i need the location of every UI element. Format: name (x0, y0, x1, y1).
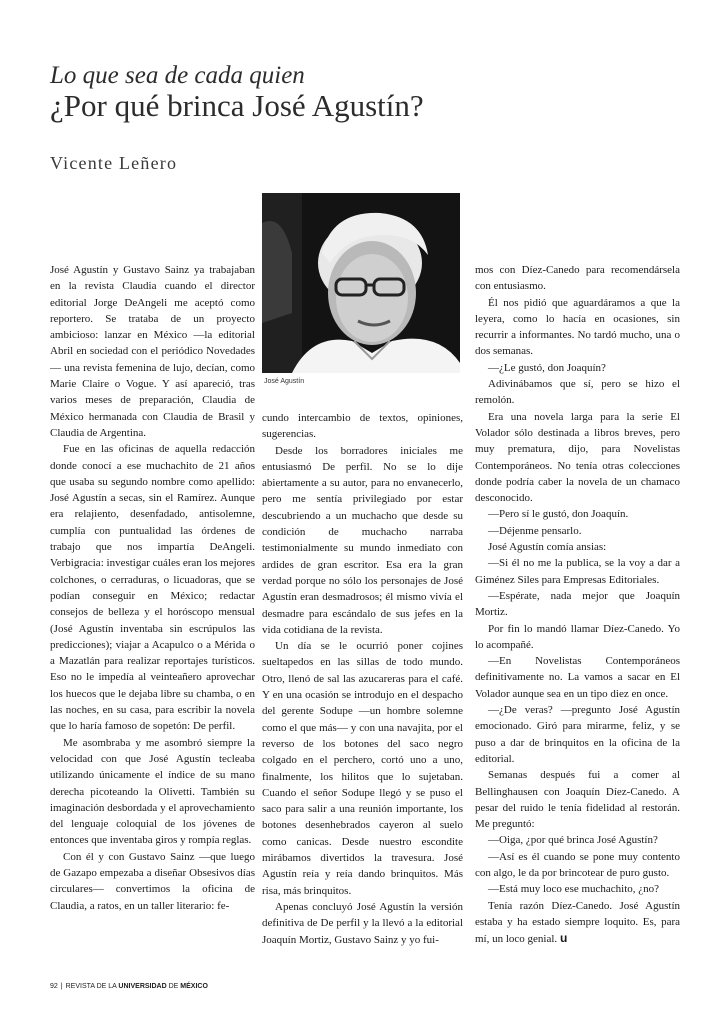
paragraph: Semanas después fui a comer al Bellinghausen con Joaquín Díez-Canedo. A pesar del ruido le tenía fidelidad al restorán. Me preguntó: (475, 769, 680, 831)
paragraph: Desde los borradores iniciales me entusiasmó De perfil. No se lo dije abiertamente a su autor, para no envanecerlo, pero me sentía privilegiado por estar descubriendo a un muchacho que desde su condición de muchacho narraba testimonialmente su mundo inmediato con ardides de gran escritor. Esa era la gran verdad porque no sólo los personajes de José Agustín eran desmadrosos; él mismo vivía el desmadre para escándalo de sus jefes en la vida cotidiana de la revista. (262, 444, 463, 636)
paragraph: —Espérate, nada mejor que Joaquín Mortiz. (475, 589, 680, 619)
end-mark-icon: u (559, 931, 568, 946)
footer-publication-de: DE (168, 983, 179, 990)
text-column-3 (475, 262, 680, 947)
paragraph: Él nos pidió que aguardáramos a que la leyera, como lo hacía en ocasiones, sin recurrir a informantes. No tardó mucho, una o dos semanas. (475, 296, 680, 358)
author-photo (262, 193, 460, 373)
paragraph: Fue en las oficinas de aquella redacción donde conocí a ese muchachito de 21 años que usaba su segundo nombre como apellido: José Agustín a secas, sin el Ramírez. Aunque era relajiento, desenfadado, antisolemne, cumplía con puntualidad las órdenes de trabajo que nos impartía DeAngeli. Verbigracia: investigar cuáles eran los mejores colchones, o cerraduras, o licuadoras, que se podían conseguir en México; redactar consejos de belleza y el horóscopo mensual (José Agustín inventaba sin escrúpulos las predicciones); viajar a Acapulco o a Mérida o a Mazatlán para realizar reportajes turísticos. Eso no le impedía al veinteañero aprovechar los huecos que le dejaba libre su chamba, o en las noches, en su casa, para escribir la novela que lo haría famoso de sopetón: De perfil. (50, 443, 255, 733)
portrait-image (262, 193, 460, 373)
paragraph: Apenas concluyó José Agustín la versión definitiva de De perfil y la llevó a la editorial Joaquín Mortiz, Gustavo Sainz y yo fui- (262, 900, 463, 946)
paragraph: Era una novela larga para la serie El Volador sólo destinada a libros breves, pero muy prematura, dijo, para Novelistas Contemporáneos. No tenía otras colecciones donde podría caber la novela de un chamaco desconocido. (475, 410, 680, 505)
paragraph: —Así es él cuando se pone muy contento con algo, le da por brincotear de puro gusto. (475, 850, 680, 879)
footer-publication-mexico: MÉXICO (180, 983, 208, 990)
page-number: 92 (50, 983, 58, 990)
paragraph: —¿Le gustó, don Joaquín? (488, 361, 606, 374)
paragraph: Con él y con Gustavo Sainz —que luego de Gazapo empezaba a diseñar Obsesivos días circulares— convertimos la oficina de Claudia, a ratos, en un taller literario: fe- (50, 850, 255, 912)
paragraph: —Si él no me la publica, se la voy a dar a Giménez Siles para Empresas Editoriales. (475, 557, 680, 586)
paragraph: Un día se le ocurrió poner cojines sueltapedos en las sillas de todo mundo. Otro, llenó de sal las azucareras para el café. Y en una ocasión se introdujo en el despacho del gerente Sodupe —un hombre solemne como el que más— y con una navajita, por el reverso de los botones del saco negro colgado en el perchero, cortó uno a uno, finalmente, los hilitos que lo sujetaban. Cuando el señor Sodupe llegó y se puso el saco para salir a una reunión importante, los botones desenhebrados cayeron al suelo como canicas. Desde nuestro escondite mirábamos divertidos la travesura. José Agustín reía y reía dando brinquitos. Más risa, más brinquitos. (262, 640, 463, 897)
text-column-1 (50, 262, 255, 914)
closing-text: Tenía razón Díez-Canedo. José Agustín estaba y ha estado siempre loquito. Es, para mí, un loco genial. (475, 899, 680, 946)
footer-publication-universidad: UNIVERSIDAD (118, 983, 167, 990)
paragraph: —Déjenme pensarlo. (488, 524, 582, 537)
paragraph: —Oiga, ¿por qué brinca José Agustín? (488, 834, 658, 847)
paragraph: José Agustín comía ansias: (488, 541, 607, 554)
footer-publication-prefix: REVISTA DE LA (65, 983, 117, 990)
section-kicker: Lo que sea de cada quien (50, 62, 305, 89)
paragraph: mos con Díez-Canedo para recomendársela con entusiasmo. (475, 264, 680, 293)
paragraph: cundo intercambio de textos, opiniones, sugerencias. (262, 412, 463, 441)
article-title: ¿Por qué brinca José Agustín? (50, 88, 424, 123)
paragraph: —¿De veras? —pregunto José Agustín emocionado. Giró para mirarme, feliz, y se puso a dar de brinquitos en la oficina de la editorial. (475, 704, 680, 765)
paragraph: —Pero sí le gustó, don Joaquín. (488, 508, 629, 521)
text-column-2 (262, 410, 463, 948)
paragraph: Me asombraba y me asombró siempre la velocidad con que José Agustín tecleaba utilizando únicamente el índice de su mano derecha picoteando la Olivetti. También su imaginación desbordada y el aprovechamiento del lenguaje coloquial de los jóvenes de entonces que inventaba giros y rompía reglas. (50, 736, 255, 847)
paragraph: Adivinábamos que sí, pero se hizo el remolón. (475, 378, 680, 407)
paragraph: José Agustín y Gustavo Sainz ya trabajaban en la revista Claudia cuando el director editorial Jorge DeAngeli me aceptó como reportero. Se trataba de un proyecto ambicioso: lanzar en México —la editorial Abril en sociedad con el periódico Novedades— una revista femenina de lujo, decían, como Marie Claire o Vogue. Y así apareció, tras varios meses de preparación, Claudia de México hermanada con Claudia de Brasil y Claudia de Argentina. (50, 264, 255, 439)
paragraph (475, 898, 680, 948)
author-byline: Vicente Leñero (50, 153, 178, 173)
page-footer: 92 | REVISTA DE LA UNIVERSIDAD DE MÉXICO (50, 983, 208, 990)
paragraph: —Está muy loco ese muchachito, ¿no? (488, 883, 660, 896)
paragraph: —En Novelistas Contemporáneos definitivamente no. La vamos a sacar en El Volador aunque sea en un tipo diez en once. (475, 655, 680, 700)
photo-caption: José Agustín (264, 378, 305, 385)
paragraph: Por fin lo mandó llamar Díez-Canedo. Yo lo acompañé. (475, 622, 680, 651)
